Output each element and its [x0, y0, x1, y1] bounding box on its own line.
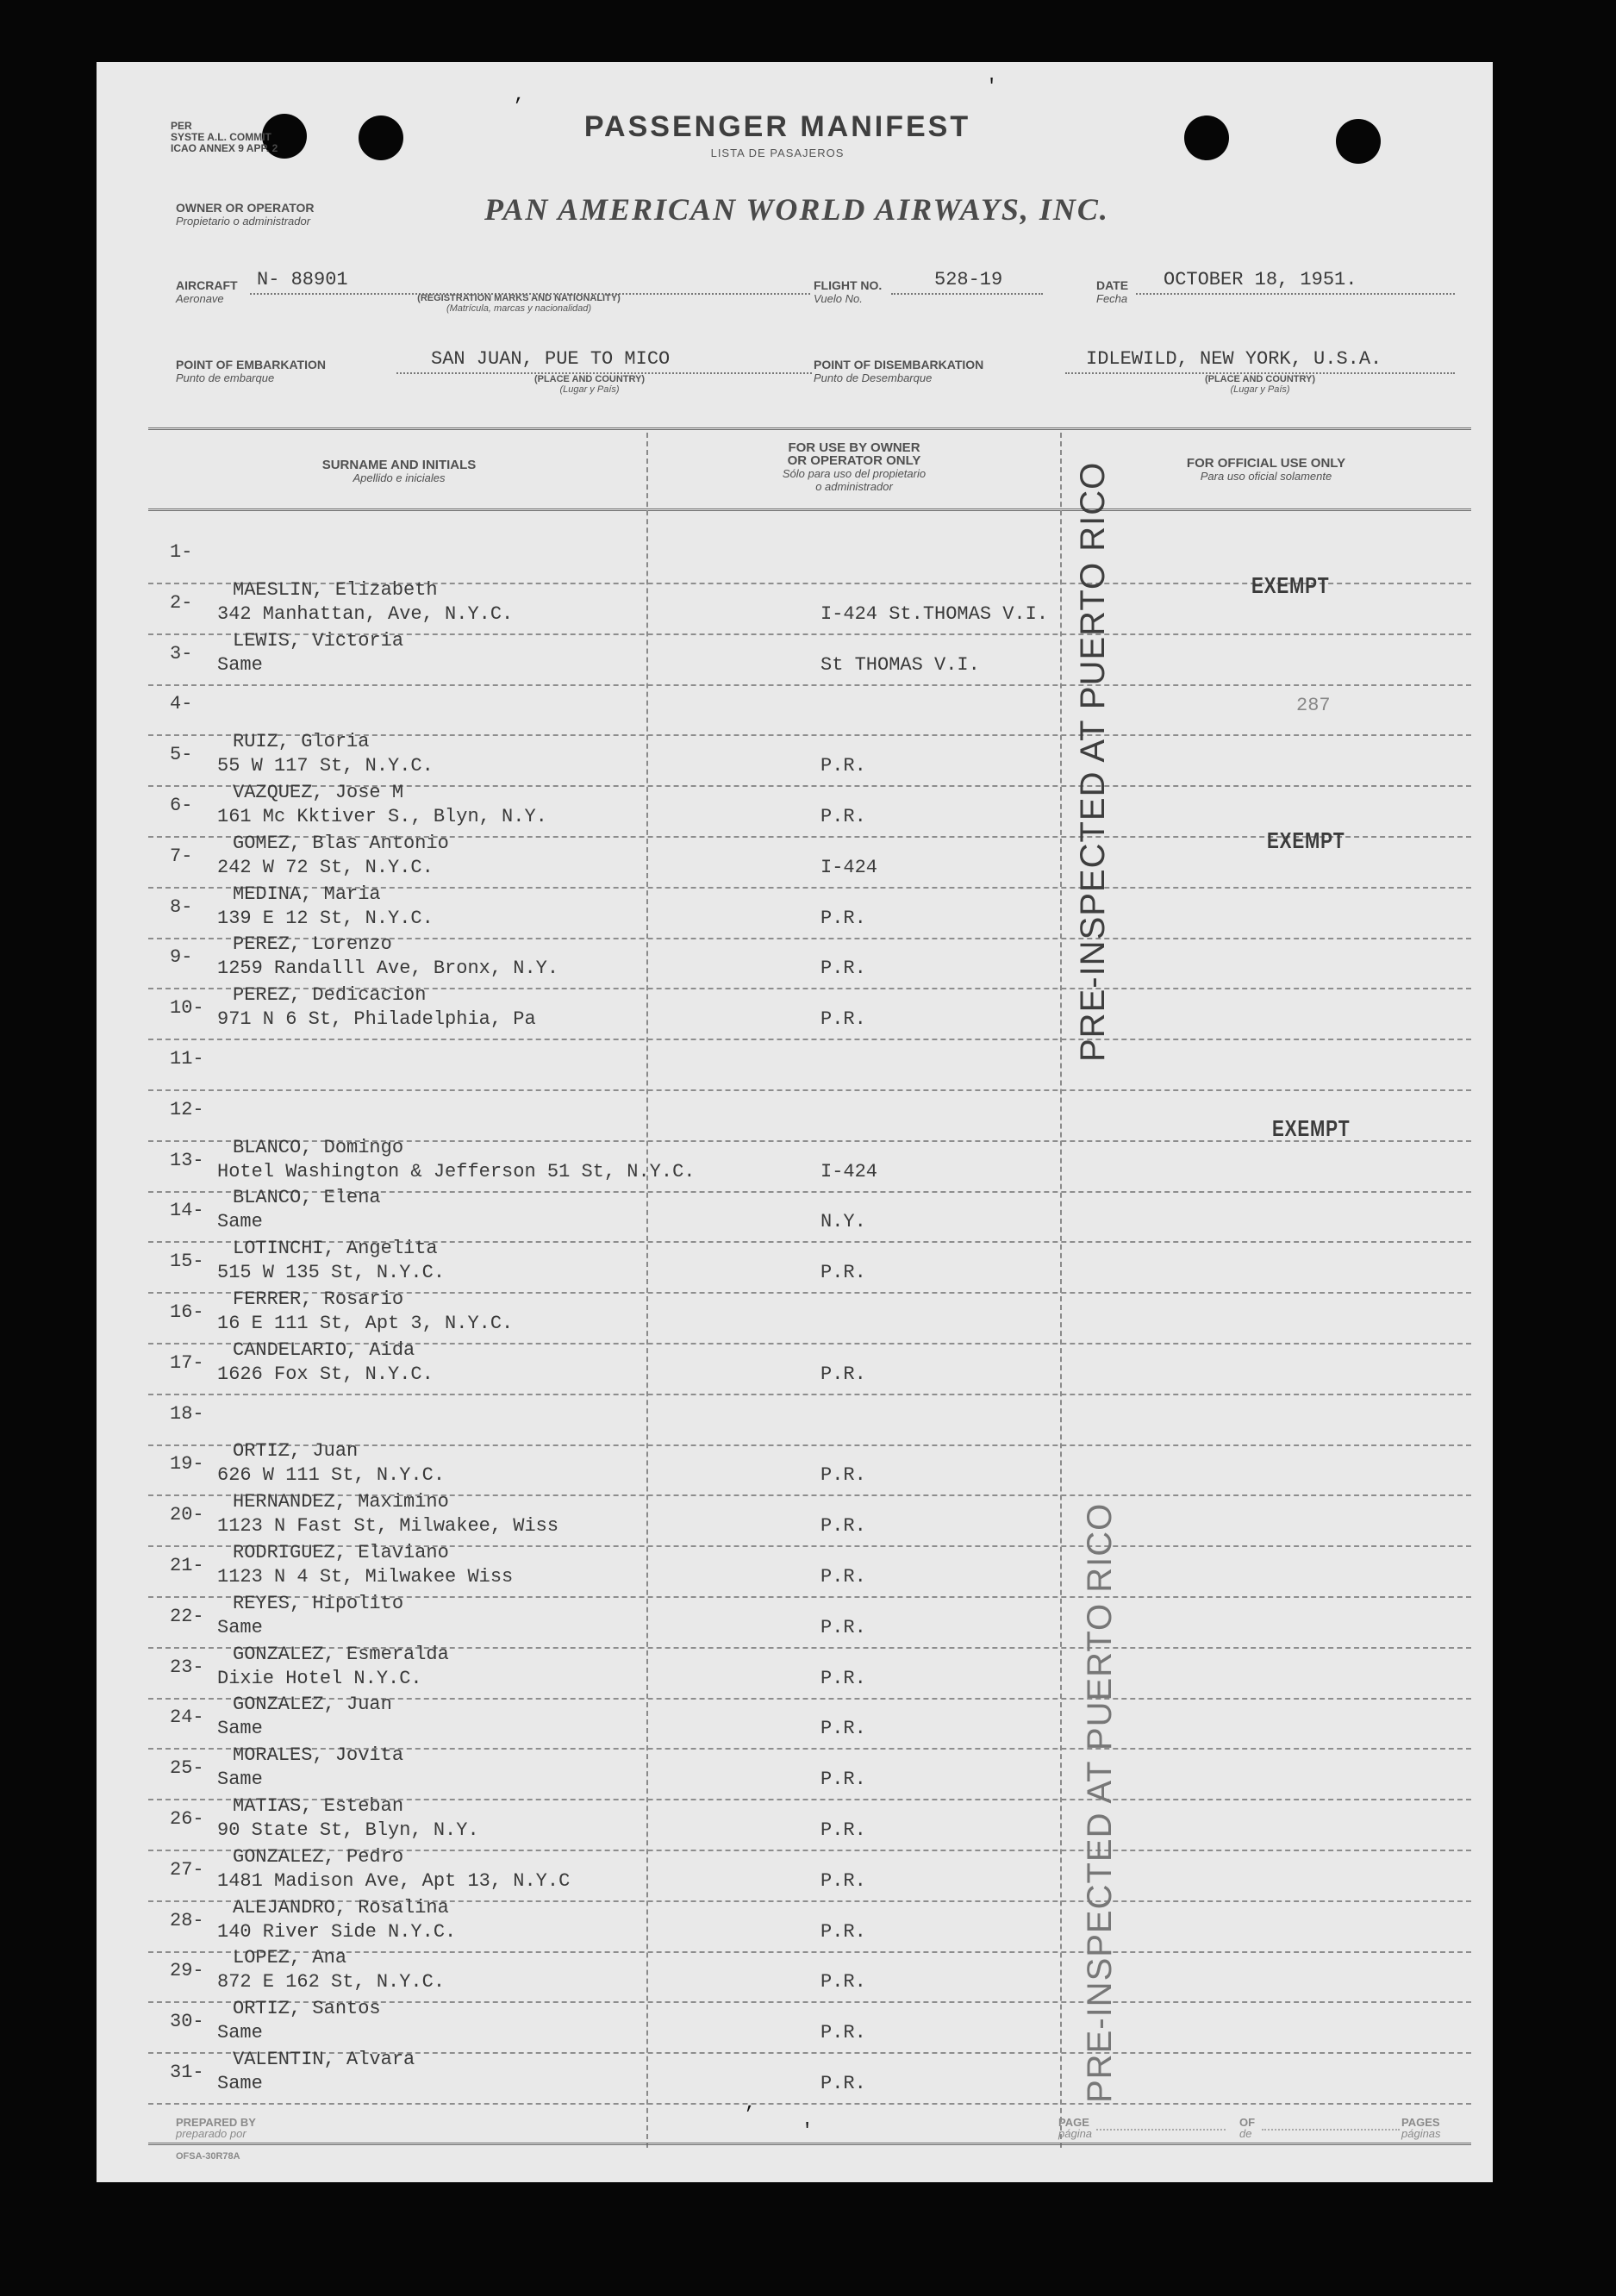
passenger-address: Same [217, 2073, 263, 2094]
row-number: 31- [170, 2062, 204, 2083]
aircraft-hint-es: (Matrícula, marcas y nacionalidad) [446, 303, 592, 314]
embark-label-en: POINT OF EMBARKATION [176, 358, 326, 371]
aircraft-value: N- 88901 [257, 269, 348, 290]
page-label-es: página [1058, 2127, 1093, 2140]
operator-note: P.R. [820, 806, 866, 827]
page-label [1058, 2117, 1092, 2139]
row-number: 2- [170, 591, 193, 614]
passenger-name: LEWIS, Victoria [233, 629, 404, 652]
form-code: OFSA-30R78A [176, 2151, 240, 2162]
exempt-stamp: EXEMPT [1272, 1115, 1351, 1141]
preinspected-stamp: PRE-INSPECTED AT PUERTO RICO [1074, 461, 1112, 1062]
passenger-name: REYES, Hipolito [233, 1592, 404, 1614]
passenger-address: Dixie Hotel N.Y.C. [217, 1667, 422, 1689]
passenger-name: GONZALEZ, Esmeralda [233, 1643, 449, 1665]
row-number: 27- [170, 1858, 204, 1881]
row-number: 19- [170, 1453, 204, 1476]
of-label [1239, 2117, 1255, 2139]
passenger-name: BLANCO, Domingo [233, 1136, 404, 1158]
table-row [97, 1288, 1493, 1344]
table-row [97, 1795, 1493, 1850]
date-label-en: DATE [1096, 278, 1129, 292]
table-row [97, 1338, 1493, 1394]
passenger-address: 55 W 117 St, N.Y.C. [217, 755, 434, 777]
row-number: 4- [170, 693, 193, 715]
passenger-name: ALEJANDRO, Rosalina [233, 1896, 449, 1919]
operator-note: I-424 [820, 1160, 878, 1182]
operator-note: P.R. [820, 907, 866, 929]
row-number: 3- [170, 642, 193, 664]
page-underline [1096, 2129, 1226, 2131]
row-number: 14- [170, 1200, 204, 1222]
passenger-name: PEREZ, Dedicacion [233, 984, 427, 1007]
operator-note: P.R. [820, 1667, 866, 1689]
operator-note: P.R. [820, 2022, 866, 2044]
passenger-name: VAZQUEZ, Jose M [233, 782, 404, 803]
passenger-name: GONZALEZ, Pedro [233, 1845, 404, 1868]
passenger-name: GONZALEZ, Juan [233, 1694, 392, 1716]
passenger-name: MEDINA, Maria [233, 883, 381, 905]
passenger-address: 90 State St, Blyn, N.Y. [217, 1819, 479, 1841]
row-number: 1- [170, 541, 193, 563]
table-row [97, 1947, 1493, 2002]
operator-note: P.R. [820, 1769, 866, 1791]
table-row [97, 731, 1493, 786]
stray-mark: , [514, 84, 526, 106]
passenger-address: Same [217, 1718, 263, 1740]
row-number: 24- [170, 1706, 204, 1729]
operator-note: P.R. [820, 1920, 866, 1943]
place-hint-es: (Lugar y País) [1230, 384, 1290, 395]
table-row [97, 1238, 1493, 1293]
preinspected-stamp: PRE-INSPECTED AT PUERTO RICO [1081, 1502, 1119, 2103]
aircraft-label-en: AIRCRAFT [176, 278, 238, 292]
pages-label-en: PAGES [1401, 2116, 1440, 2129]
row-number: 23- [170, 1656, 204, 1678]
row-number: 6- [170, 795, 193, 816]
stray-mark: ' [802, 2120, 814, 2142]
row-number: 21- [170, 1555, 204, 1576]
row-divider [148, 2103, 1471, 2105]
operator-note: P.R. [820, 1363, 866, 1385]
exempt-stamp: EXEMPT [1267, 827, 1345, 853]
passenger-name: FERRER, Rosario [233, 1288, 404, 1310]
row-number: 11- [170, 1048, 204, 1070]
of-label-es: de [1239, 2127, 1252, 2140]
owner-use-header-line: FOR USE BY OWNER [788, 440, 920, 455]
table-row [97, 1592, 1493, 1648]
form-reference-line: PER [171, 120, 192, 132]
passenger-name: RODRIGUEZ, Elaviano [233, 1542, 449, 1563]
passenger-name: VALENTIN, Alvara [233, 2049, 415, 2070]
flight-label-en: FLIGHT NO. [814, 278, 883, 292]
row-number: 20- [170, 1504, 204, 1526]
table-row [97, 1440, 1493, 1495]
passenger-name: BLANCO, Elena [233, 1187, 381, 1209]
table-row [97, 1896, 1493, 1952]
passenger-address: 515 W 135 St, N.Y.C. [217, 1262, 446, 1284]
table-row [97, 1998, 1493, 2053]
operator-note: P.R. [820, 1718, 866, 1740]
of-underline [1262, 2129, 1400, 2131]
row-number: 15- [170, 1251, 204, 1273]
operator-note: I-424 [820, 856, 878, 878]
passenger-name: MAESLIN, Elizabeth [233, 578, 438, 601]
exempt-stamp: EXEMPT [1251, 572, 1330, 598]
prepared-by-en: PREPARED BY [176, 2116, 256, 2129]
date-label-es: Fecha [1096, 292, 1128, 305]
table-row [97, 684, 1493, 735]
owner-use-header-es: o administrador [815, 480, 893, 493]
row-number: 9- [170, 946, 193, 969]
operator-note: P.R. [820, 1819, 866, 1841]
owner-label-en: OWNER OR OPERATOR [176, 201, 315, 215]
passenger-address: Same [217, 2022, 263, 2044]
table-row [97, 1542, 1493, 1597]
passenger-address: 242 W 72 St, N.Y.C. [217, 856, 434, 878]
row-number: 22- [170, 1605, 204, 1627]
row-number: 7- [170, 845, 193, 867]
table-row [97, 1845, 1493, 1901]
passenger-address: 161 Mc Kktiver S., Blyn, N.Y. [217, 806, 547, 827]
row-number: 26- [170, 1808, 204, 1830]
operator-note: P.R. [820, 1566, 866, 1588]
row-number: 30- [170, 2011, 204, 2033]
row-number: 28- [170, 1909, 204, 1931]
flight-value: 528-19 [934, 269, 1003, 290]
prepared-by-label [176, 2117, 256, 2139]
table-row [97, 883, 1493, 939]
form-reference-line: ICAO ANNEX 9 APP. 2 [171, 142, 278, 154]
passenger-name: CANDELARIO, Aida [233, 1338, 415, 1361]
surname-header-en: SURNAME AND INITIALS [321, 458, 477, 472]
operator-note: P.R. [820, 755, 866, 777]
operator-note: St THOMAS V.I. [820, 653, 980, 676]
owner-use-header-es: Sólo para uso del propietario [782, 467, 927, 480]
passenger-name: ORTIZ, Santos [233, 1998, 381, 2020]
table-row [97, 1394, 1493, 1445]
passenger-address: 139 E 12 St, N.Y.C. [217, 907, 434, 929]
passenger-address: 140 River Side N.Y.C. [217, 1920, 457, 1943]
operator-note: P.R. [820, 1464, 866, 1487]
operator-note: P.R. [820, 2073, 866, 2094]
table-row [97, 2049, 1493, 2104]
operator-note: P.R. [820, 1515, 866, 1538]
passenger-address: 1626 Fox St, N.Y.C. [217, 1363, 434, 1385]
row-number: 12- [170, 1098, 204, 1120]
place-hint-en: (PLACE AND COUNTRY) [1204, 374, 1316, 384]
passenger-address: 1123 N 4 St, Milwakee Wiss [217, 1566, 514, 1588]
passenger-name: LOPEZ, Ana [233, 1947, 347, 1969]
passenger-address: 872 E 162 St, N.Y.C. [217, 1971, 446, 1993]
embark-value: SAN JUAN, PUE TO MICO [431, 348, 671, 370]
row-number: 25- [170, 1757, 204, 1780]
surname-header-es: Apellido e iniciales [353, 471, 446, 484]
table-row [97, 1643, 1493, 1699]
passenger-name: PEREZ, Lorenzo [233, 933, 392, 956]
table-row [97, 629, 1493, 685]
date-value: OCTOBER 18, 1951. [1164, 269, 1357, 290]
passenger-address: Hotel Washington & Jefferson 51 St, N.Y.C. [217, 1160, 696, 1182]
place-hint-en: (PLACE AND COUNTRY) [533, 374, 646, 384]
official-header-es: Para uso oficial solamente [1200, 470, 1332, 483]
row-number: 18- [170, 1402, 204, 1425]
row-number: 17- [170, 1351, 204, 1374]
pages-label [1401, 2117, 1441, 2139]
embark-label-es: Punto de embarque [176, 371, 275, 384]
passenger-name: ORTIZ, Juan [233, 1440, 359, 1463]
passenger-name: GOMEZ, Blas Antonio [233, 832, 449, 854]
aircraft-hint-en: (REGISTRATION MARKS AND NATIONALITY) [417, 293, 621, 303]
passenger-address: Same [217, 1211, 263, 1233]
owner-label-es: Propietario o administrador [176, 215, 311, 228]
row-number: 5- [170, 744, 193, 766]
disembark-value: IDLEWILD, NEW YORK, U.S.A. [1086, 348, 1382, 370]
disembark-label-es: Punto de Desembarque [814, 371, 933, 384]
passenger-name: MORALES, Jovita [233, 1744, 404, 1767]
passenger-address: 16 E 111 St, Apt 3, N.Y.C. [217, 1313, 514, 1334]
stray-mark: , [745, 2093, 757, 2114]
disembark-label-en: POINT OF DISEMBARKATION [814, 358, 984, 371]
operator-note: P.R. [820, 1616, 866, 1638]
passenger-address: 1481 Madison Ave, Apt 13, N.Y.C [217, 1869, 571, 1892]
row-number: 16- [170, 1301, 204, 1323]
of-label-en: OF [1239, 2116, 1256, 2129]
page-subtitle: LISTA DE PASAJEROS [710, 147, 845, 159]
row-number: 8- [170, 895, 193, 918]
passenger-address: Same [217, 653, 263, 676]
place-hint-es: (Lugar y País) [559, 384, 620, 395]
operator-note: P.R. [820, 1971, 866, 1993]
operator-note: I-424 St.THOMAS V.I. [820, 602, 1049, 625]
airline-name: PAN AMERICAN WORLD AIRWAYS, INC. [484, 192, 1109, 227]
table-row [97, 1039, 1493, 1090]
passenger-address: 971 N 6 St, Philadelphia, Pa [217, 1008, 536, 1031]
table-row [97, 1136, 1493, 1192]
official-header-en: FOR OFFICIAL USE ONLY [1186, 456, 1346, 471]
passenger-name: LOTINCHI, Angelita [233, 1238, 438, 1260]
table-row [97, 1187, 1493, 1242]
manifest-sheet [97, 62, 1493, 2182]
form-reference-line: SYSTE A.L. COMMIT [171, 131, 271, 143]
passenger-name: RUIZ, Gloria [233, 731, 370, 753]
passenger-address: Same [217, 1616, 263, 1638]
prepared-by-es: preparado por [176, 2127, 246, 2140]
table-row [97, 1694, 1493, 1749]
row-number: 29- [170, 1960, 204, 1982]
owner-use-header-line: OR OPERATOR ONLY [787, 453, 921, 468]
passenger-address: 1123 N Fast St, Milwakee, Wiss [217, 1515, 559, 1538]
flight-label-es: Vuelo No. [814, 292, 863, 305]
row-number: 13- [170, 1149, 204, 1171]
aircraft-label-es: Aeronave [176, 292, 224, 305]
page-title: PASSENGER MANIFEST [583, 110, 971, 143]
table-bottom-rule [148, 2143, 1471, 2145]
operator-note: P.R. [820, 1869, 866, 1892]
table-row [97, 984, 1493, 1039]
pages-label-es: páginas [1401, 2127, 1441, 2140]
operator-note: P.R. [820, 958, 866, 980]
row-number: 10- [170, 997, 204, 1020]
passenger-address: Same [217, 1769, 263, 1791]
passenger-address: 1259 Randalll Ave, Bronx, N.Y. [217, 958, 559, 980]
table-row [97, 1744, 1493, 1800]
stray-mark: ' [986, 76, 998, 97]
operator-note: P.R. [820, 1262, 866, 1284]
table-row [97, 1491, 1493, 1546]
passenger-name: MATIAS, Esteban [233, 1795, 404, 1817]
page-label-en: PAGE [1058, 2116, 1089, 2129]
operator-note: P.R. [820, 1008, 866, 1031]
official-note: 287 [1296, 695, 1331, 717]
passenger-name: HERNANDEZ, Maximino [233, 1491, 449, 1513]
table-row [97, 933, 1493, 989]
passenger-address: 626 W 111 St, N.Y.C. [217, 1464, 446, 1487]
operator-note: N.Y. [820, 1211, 866, 1233]
passenger-address: 342 Manhattan, Ave, N.Y.C. [217, 602, 514, 625]
